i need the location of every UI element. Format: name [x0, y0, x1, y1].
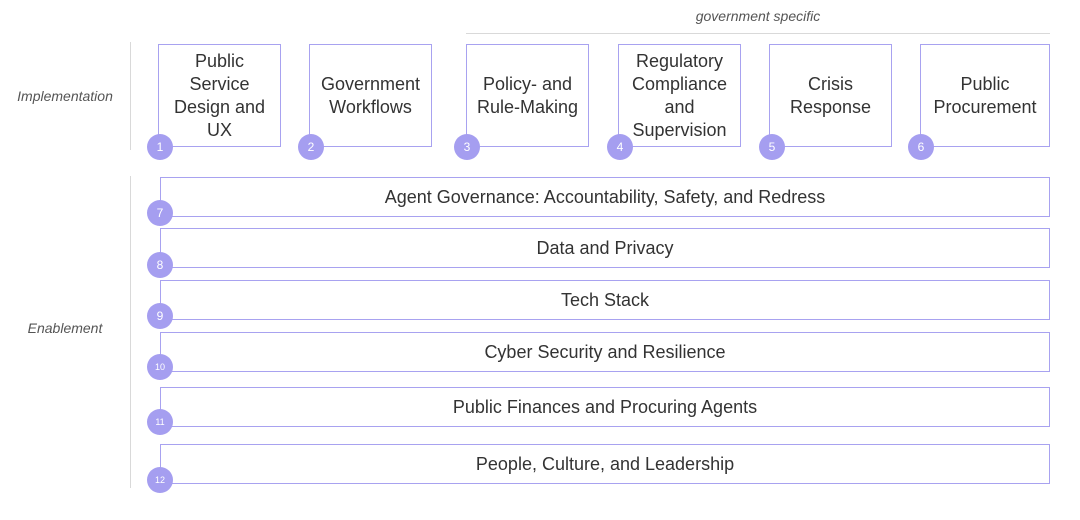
number-badge: 1 [147, 134, 173, 160]
number-badge: 12 [147, 467, 173, 493]
enablement-row-divider [130, 176, 131, 488]
number-badge: 7 [147, 200, 173, 226]
enablement-box-label: Public Finances and Procuring Agents [452, 396, 758, 417]
implementation-box-label: Crisis Response [789, 73, 872, 117]
implementation-box-public-procurement [920, 44, 1050, 147]
implementation-box-label: Policy- and Rule-Making [476, 73, 579, 117]
number-badge: 5 [759, 134, 785, 160]
implementation-box-label: Regulatory Compliance and Supervision [631, 50, 728, 140]
implementation-box-label: Public Service Design and UX [173, 50, 266, 140]
enablement-box-label: People, Culture, and Leadership [475, 453, 735, 474]
number-badge: 6 [908, 134, 934, 160]
implementation-box-regulatory-compliance [618, 44, 741, 147]
enablement-box-people-culture [160, 444, 1050, 484]
enablement-box-tech-stack [160, 280, 1050, 320]
implementation-box-policy-rule-making [466, 44, 589, 147]
implementation-box-government-workflows [309, 44, 432, 147]
number-badge: 10 [147, 354, 173, 380]
number-badge: 11 [147, 409, 173, 435]
implementation-row-label: Implementation [17, 88, 113, 104]
enablement-box-data-privacy [160, 228, 1050, 268]
implementation-row-divider [130, 42, 131, 150]
enablement-box-label: Data and Privacy [536, 237, 674, 258]
number-badge: 4 [607, 134, 633, 160]
enablement-row-label: Enablement [27, 320, 103, 336]
government-specific-label: government specific [695, 8, 821, 24]
enablement-box-label: Tech Stack [560, 289, 650, 310]
implementation-box-label: Public Procurement [933, 73, 1037, 117]
enablement-box-public-finances [160, 387, 1050, 427]
enablement-box-agent-governance [160, 177, 1050, 217]
number-badge: 9 [147, 303, 173, 329]
enablement-box-label: Agent Governance: Accountability, Safety, and Redress [384, 186, 826, 207]
number-badge: 3 [454, 134, 480, 160]
implementation-box-label: Government Workflows [320, 73, 421, 117]
government-specific-divider [466, 33, 1050, 34]
implementation-box-crisis-response [769, 44, 892, 147]
enablement-box-cyber-security [160, 332, 1050, 372]
implementation-box-public-service-design [158, 44, 281, 147]
number-badge: 2 [298, 134, 324, 160]
number-badge: 8 [147, 252, 173, 278]
enablement-box-label: Cyber Security and Resilience [484, 341, 726, 362]
